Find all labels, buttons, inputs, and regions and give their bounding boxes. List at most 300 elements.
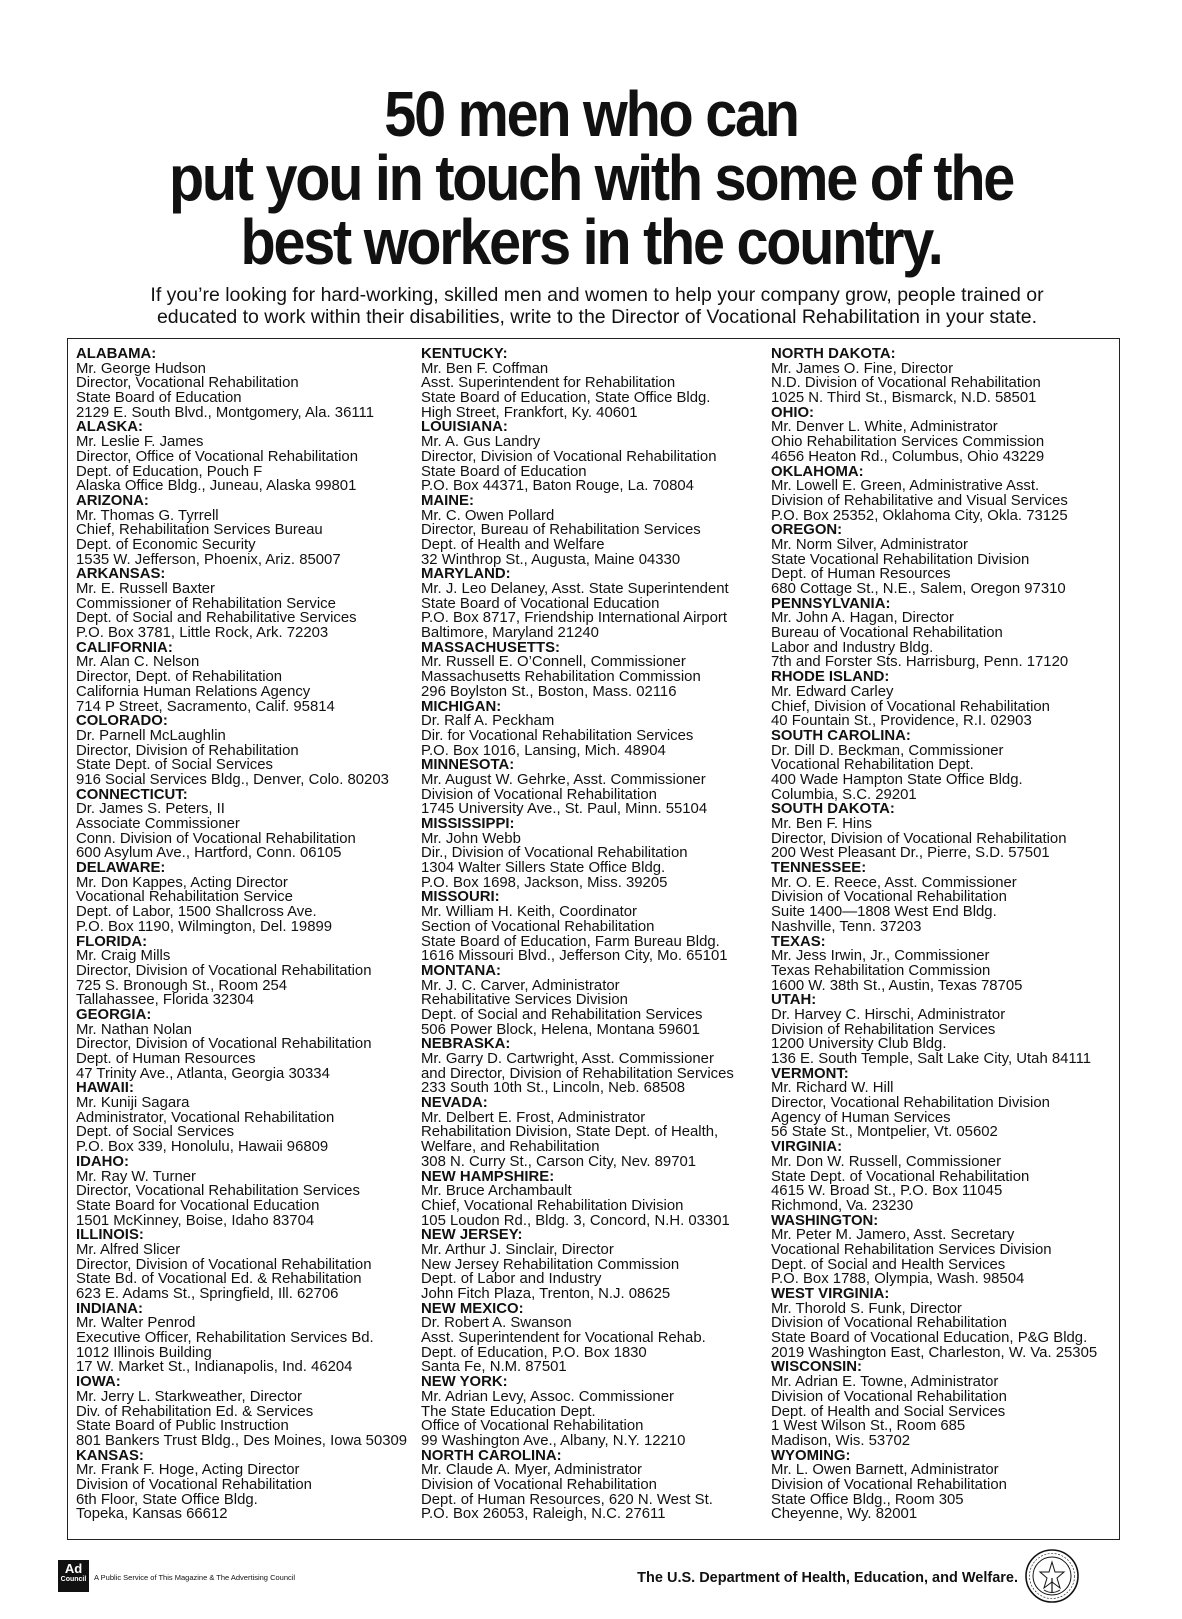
state-name: IDAHO:: [76, 1153, 129, 1170]
entry-line: Dr. James S. Peters, II: [76, 801, 225, 818]
entry-line: Division of Vocational Rehabilitation: [76, 1476, 312, 1493]
agency-name: The U.S. Department of Health, Education, and Welfare.: [637, 1570, 1018, 1586]
entry-line: State Office Bldg., Room 305: [771, 1491, 964, 1508]
department-seal-icon: [1022, 1548, 1082, 1604]
entry-line: Alaska Office Bldg., Juneau, Alaska 99801: [76, 478, 357, 495]
state-entry: [771, 597, 1116, 670]
entry-line: Mr. Garry D. Cartwright, Asst. Commissioner: [421, 1051, 714, 1067]
entry-line: Topeka, Kansas 66612: [76, 1506, 228, 1523]
entry-line: Mr. Ben F. Hins: [771, 816, 872, 832]
state-directory: [67, 338, 1120, 1540]
entry-line: 1025 N. Third St., Bismarck, N.D. 58501: [771, 390, 1037, 407]
entry-line: 7th and Forster Sts. Harrisburg, Penn. 17120: [771, 654, 1069, 671]
state-entry: [76, 567, 416, 640]
footer: [58, 1548, 1128, 1604]
state-name: CALIFORNIA:: [76, 639, 173, 656]
entry-line: Agency of Human Services: [771, 1109, 951, 1126]
state-name: ARKANSAS:: [76, 566, 166, 583]
state-entry: [421, 1449, 771, 1522]
entry-line: Mr. Don W. Russell, Commissioner: [771, 1153, 1002, 1170]
state-entry: [771, 861, 1116, 934]
entry-line: State Board of Education: [421, 463, 587, 480]
state-name: TEXAS:: [771, 933, 826, 950]
entry-line: 1501 McKinney, Boise, Idaho 83704: [76, 1212, 315, 1229]
entry-line: Associate Commissioner: [76, 816, 240, 832]
entry-line: 1535 W. Jefferson, Phoenix, Ariz. 85007: [76, 551, 341, 568]
entry-line: State Dept. of Vocational Rehabilitation: [771, 1168, 1030, 1185]
entry-line: Director, Division of Vocational Rehabilitation: [771, 830, 1067, 847]
entry-line: Dr. Harvey C. Hirschi, Administrator: [771, 1006, 1006, 1023]
state-name: WASHINGTON:: [771, 1212, 879, 1229]
entry-line: and Director, Division of Rehabilitation Services: [421, 1065, 734, 1082]
entry-line: 17 W. Market St., Indianapolis, Ind. 46204: [76, 1359, 353, 1376]
state-entry: [421, 1228, 771, 1301]
ad-council-logo: [58, 1560, 89, 1592]
entry-line: Director, Vocational Rehabilitation Services: [76, 1183, 360, 1200]
state-entry: [421, 420, 771, 493]
entry-line: Mr. Lowell E. Green, Administrative Asst.: [771, 478, 1040, 495]
entry-line: 916 Social Services Bldg., Denver, Colo. 80203: [76, 771, 389, 788]
entry-line: Massachusetts Rehabilitation Commission: [421, 669, 701, 686]
entry-line: 296 Boylston St., Boston, Mass. 02116: [421, 683, 677, 700]
entry-line: Mr. Ben F. Coffman: [421, 360, 549, 377]
entry-line: P.O. Box 1788, Olympia, Wash. 98504: [771, 1271, 1025, 1288]
entry-line: Dept. of Health and Social Services: [771, 1403, 1006, 1420]
entry-line: Vocational Rehabilitation Service: [76, 889, 293, 906]
entry-line: 600 Asylum Ave., Hartford, Conn. 06105: [76, 845, 342, 862]
entry-line: 1012 Illinois Building: [76, 1344, 212, 1361]
state-entry: [76, 494, 416, 567]
state-name: TENNESSEE:: [771, 860, 867, 877]
entry-line: Chief, Vocational Rehabilitation Division: [421, 1197, 684, 1214]
state-name: NORTH CAROLINA:: [421, 1447, 562, 1464]
entry-line: Conn. Division of Vocational Rehabilitation: [76, 830, 356, 847]
entry-line: Labor and Industry Bldg.: [771, 639, 934, 656]
entry-line: 725 S. Bronough St., Room 254: [76, 977, 288, 994]
entry-line: Dept. of Human Resources: [76, 1051, 256, 1067]
state-name: KENTUCKY:: [421, 346, 508, 362]
headline: [59, 78, 1123, 278]
state-entry: [771, 1287, 1116, 1360]
entry-line: Division of Vocational Rehabilitation: [771, 1315, 1007, 1332]
headline-line-2: put you in touch with some of the: [168, 142, 1014, 214]
entry-line: Asst. Superintendent for Vocational Rehab.: [421, 1330, 706, 1347]
state-entry: [421, 567, 771, 640]
state-entry: [421, 1170, 771, 1229]
state-name: ALASKA:: [76, 419, 144, 436]
entry-line: Mr. William H. Keith, Coordinator: [421, 904, 637, 921]
entry-line: Tallahassee, Florida 32304: [76, 992, 254, 1009]
entry-line: 99 Washington Ave., Albany, N.Y. 12210: [421, 1432, 686, 1449]
state-entry: [76, 347, 416, 420]
intro-line-1: If you’re looking for hard-working, skilled men and women to help your company grow, people trained or: [150, 284, 1044, 306]
state-name: MARYLAND:: [421, 566, 511, 583]
headline-line-3: best workers in the country.: [240, 206, 942, 278]
entry-line: 1304 Walter Sillers State Office Bldg.: [421, 860, 666, 877]
state-name: IOWA:: [76, 1374, 121, 1391]
entry-line: Section of Vocational Rehabilitation: [421, 918, 655, 935]
entry-line: P.O. Box 25352, Oklahoma City, Okla. 73125: [771, 507, 1068, 524]
entry-line: Mr. Peter M. Jamero, Asst. Secretary: [771, 1227, 1015, 1244]
entry-line: Administrator, Vocational Rehabilitation: [76, 1109, 335, 1126]
entry-line: State Vocational Rehabilitation Division: [771, 551, 1030, 568]
state-name: LOUISIANA:: [421, 419, 508, 436]
state-entry: [421, 494, 771, 567]
entry-line: Nashville, Tenn. 37203: [771, 918, 922, 935]
entry-line: Mr. Adrian E. Towne, Administrator: [771, 1374, 999, 1391]
entry-line: 105 Loudon Rd., Bldg. 3, Concord, N.H. 03301: [421, 1212, 730, 1229]
entry-line: Dept. of Human Resources: [771, 566, 951, 583]
state-name: WISCONSIN:: [771, 1359, 862, 1376]
entry-line: Dept. of Social and Rehabilitative Services: [76, 610, 357, 627]
state-name: HAWAII:: [76, 1080, 134, 1097]
state-entry: [76, 1081, 416, 1154]
entry-line: P.O. Box 8717, Friendship International Airport: [421, 610, 727, 627]
entry-line: State Bd. of Vocational Ed. & Rehabilitation: [76, 1271, 362, 1288]
entry-line: Rehabilitation Division, State Dept. of Health,: [421, 1124, 719, 1141]
entry-line: Dept. of Economic Security: [76, 536, 256, 553]
entry-line: 2019 Washington East, Charleston, W. Va. 25305: [771, 1344, 1098, 1361]
ad-caption: A Public Service of This Magazine & The Advertising Council: [94, 1573, 296, 1582]
entry-line: Mr. O. E. Reece, Asst. Commissioner: [771, 874, 1017, 891]
state-name: MICHIGAN:: [421, 698, 502, 715]
entry-line: Division of Vocational Rehabilitation: [421, 1476, 657, 1493]
entry-line: Dr. Robert A. Swanson: [421, 1315, 572, 1332]
state-name: MISSISSIPPI:: [421, 816, 515, 832]
entry-line: P.O. Box 339, Honolulu, Hawaii 96809: [76, 1139, 329, 1156]
entry-line: Madison, Wis. 53702: [771, 1432, 911, 1449]
entry-line: State Board of Vocational Education: [421, 595, 660, 612]
ad-logo-top: Ad: [64, 1561, 83, 1576]
state-entry: [76, 1302, 416, 1375]
state-entry: [421, 758, 771, 817]
entry-line: 400 Wade Hampton State Office Bldg.: [771, 771, 1023, 788]
entry-line: P.O. Box 1016, Lansing, Mich. 48904: [421, 742, 666, 759]
entry-line: 47 Trinity Ave., Atlanta, Georgia 30334: [76, 1065, 330, 1082]
state-name: KANSAS:: [76, 1447, 144, 1464]
intro-paragraph: [62, 284, 1132, 328]
entry-line: Chief, Rehabilitation Services Bureau: [76, 522, 323, 539]
entry-line: State Board of Education, State Office Bldg.: [421, 390, 711, 407]
entry-line: 801 Bankers Trust Bldg., Des Moines, Iowa 50309: [76, 1432, 408, 1449]
state-name: NEBRASKA:: [421, 1036, 511, 1053]
entry-line: 308 N. Curry St., Carson City, Nev. 89701: [421, 1153, 697, 1170]
state-entry: [771, 465, 1116, 524]
entry-line: P.O. Box 26053, Raleigh, N.C. 27611: [421, 1506, 666, 1523]
entry-line: Director, Division of Vocational Rehabilitation: [76, 1256, 372, 1273]
entry-line: Mr. Craig Mills: [76, 948, 171, 965]
state-entry: [421, 817, 771, 890]
state-entry: [76, 1375, 416, 1448]
entry-line: Mr. Thorold S. Funk, Director: [771, 1300, 962, 1317]
entry-line: Mr. J. C. Carver, Administrator: [421, 977, 620, 994]
entry-line: Dr. Parnell McLaughlin: [76, 727, 226, 744]
entry-line: 136 E. South Temple, Salt Lake City, Utah 84111: [771, 1051, 1092, 1067]
entry-line: Director, Vocational Rehabilitation: [76, 375, 299, 392]
state-entry: [421, 890, 771, 963]
entry-line: Director, Dept. of Rehabilitation: [76, 669, 283, 686]
entry-line: Director, Bureau of Rehabilitation Services: [421, 522, 701, 539]
entry-line: 1 West Wilson St., Room 685: [771, 1418, 966, 1435]
entry-line: The State Education Dept.: [421, 1403, 596, 1420]
entry-line: Welfare, and Rehabilitation: [421, 1139, 600, 1156]
state-entry: [771, 1214, 1116, 1287]
entry-line: 680 Cottage St., N.E., Salem, Oregon 97310: [771, 581, 1066, 597]
state-entry: [421, 1037, 771, 1096]
entry-line: Mr. Walter Penrod: [76, 1315, 196, 1332]
directory-column-3: [771, 347, 1116, 1522]
state-entry: [771, 1140, 1116, 1213]
state-name: PENNSYLVANIA:: [771, 595, 891, 612]
entry-line: 506 Power Block, Helena, Montana 59601: [421, 1021, 700, 1038]
state-entry: [771, 729, 1116, 802]
entry-line: P.O. Box 1190, Wilmington, Del. 19899: [76, 918, 333, 935]
state-entry: [771, 523, 1116, 596]
entry-line: Div. of Rehabilitation Ed. & Services: [76, 1403, 314, 1420]
state-name: MONTANA:: [421, 962, 501, 979]
entry-line: Director, Office of Vocational Rehabilitation: [76, 448, 358, 465]
state-entry: [421, 700, 771, 759]
entry-line: Vocational Rehabilitation Services Division: [771, 1241, 1052, 1258]
entry-line: Dept. of Education, Pouch F: [76, 463, 263, 480]
entry-line: Mr. Frank F. Hoge, Acting Director: [76, 1462, 300, 1479]
entry-line: P.O. Box 3781, Little Rock, Ark. 72203: [76, 625, 329, 642]
state-entry: [771, 670, 1116, 729]
entry-line: 1600 W. 38th St., Austin, Texas 78705: [771, 977, 1023, 994]
state-name: GEORGIA:: [76, 1006, 152, 1023]
entry-line: Mr. Bruce Archambault: [421, 1183, 572, 1200]
entry-line: State Board for Vocational Education: [76, 1197, 320, 1214]
entry-line: Richmond, Va. 23230: [771, 1197, 914, 1214]
entry-line: State Board of Vocational Education, P&G Bldg.: [771, 1330, 1088, 1347]
entry-line: Mr. Alan C. Nelson: [76, 654, 200, 671]
entry-line: Mr. George Hudson: [76, 360, 206, 377]
entry-line: Mr. Thomas G. Tyrrell: [76, 507, 219, 524]
state-entry: [771, 993, 1116, 1066]
state-entry: [421, 641, 771, 700]
state-name: ALABAMA:: [76, 346, 157, 362]
entry-line: Division of Vocational Rehabilitation: [771, 1476, 1007, 1493]
entry-line: Bureau of Vocational Rehabilitation: [771, 625, 1003, 642]
state-name: SOUTH CAROLINA:: [771, 727, 911, 744]
state-entry: [76, 1155, 416, 1228]
state-name: MINNESOTA:: [421, 757, 515, 774]
entry-line: State Dept. of Social Services: [76, 757, 273, 774]
entry-line: Asst. Superintendent for Rehabilitation: [421, 375, 676, 392]
entry-line: Division of Vocational Rehabilitation: [421, 786, 657, 803]
state-name: MASSACHUSETTS:: [421, 639, 560, 656]
entry-line: 6th Floor, State Office Bldg.: [76, 1491, 258, 1508]
state-name: MAINE:: [421, 492, 474, 509]
state-name: INDIANA:: [76, 1300, 144, 1317]
state-name: OKLAHOMA:: [771, 463, 864, 480]
entry-line: Chief, Division of Vocational Rehabilitation: [771, 698, 1050, 715]
entry-line: Mr. E. Russell Baxter: [76, 581, 216, 597]
state-entry: [421, 964, 771, 1037]
state-entry: [771, 935, 1116, 994]
state-name: RHODE ISLAND:: [771, 669, 890, 686]
state-entry: [76, 935, 416, 1008]
entry-line: Mr. Norm Silver, Administrator: [771, 536, 968, 553]
state-name: SOUTH DAKOTA:: [771, 801, 895, 818]
entry-line: State Board of Education: [76, 390, 242, 407]
entry-line: Dir. for Vocational Rehabilitation Services: [421, 727, 694, 744]
entry-line: Mr. Adrian Levy, Assoc. Commissioner: [421, 1388, 674, 1405]
entry-line: Mr. John Webb: [421, 830, 521, 847]
state-name: UTAH:: [771, 992, 817, 1009]
entry-line: Dr. Dill D. Beckman, Commissioner: [771, 742, 1004, 759]
entry-line: State Board of Education, Farm Bureau Bldg.: [421, 933, 720, 950]
state-entry: [771, 347, 1116, 406]
state-entry: [76, 714, 416, 787]
entry-line: Mr. Arthur J. Sinclair, Director: [421, 1241, 614, 1258]
entry-line: John Fitch Plaza, Trenton, N.J. 08625: [421, 1286, 671, 1302]
state-entry: [421, 1375, 771, 1448]
state-name: VERMONT:: [771, 1065, 849, 1082]
entry-line: Dept. of Social and Health Services: [771, 1256, 1006, 1273]
entry-line: Mr. Claude A. Myer, Administrator: [421, 1462, 642, 1479]
entry-line: Ohio Rehabilitation Services Commission: [771, 434, 1045, 451]
state-name: NEW YORK:: [421, 1374, 508, 1391]
entry-line: Mr. Alfred Slicer: [76, 1241, 181, 1258]
state-entry: [771, 1360, 1116, 1448]
state-name: NEW HAMPSHIRE:: [421, 1168, 555, 1185]
entry-line: Mr. Denver L. White, Administrator: [771, 419, 998, 436]
entry-line: 233 South 10th St., Lincoln, Neb. 68508: [421, 1080, 686, 1097]
entry-line: 4656 Heaton Rd., Columbus, Ohio 43229: [771, 448, 1045, 465]
entry-line: 1200 University Club Bldg.: [771, 1036, 947, 1053]
state-name: ARIZONA:: [76, 492, 149, 509]
state-entry: [421, 1096, 771, 1169]
entry-line: 2129 E. South Blvd., Montgomery, Ala. 36111: [76, 404, 374, 421]
state-name: OREGON:: [771, 522, 843, 539]
entry-line: Mr. August W. Gehrke, Asst. Commissioner: [421, 771, 706, 788]
entry-line: Director, Vocational Rehabilitation Division: [771, 1095, 1050, 1112]
state-name: WYOMING:: [771, 1447, 851, 1464]
state-name: OHIO:: [771, 404, 815, 421]
state-entry: [76, 1449, 416, 1522]
entry-line: Director, Division of Vocational Rehabilitation: [76, 1036, 372, 1053]
entry-line: Texas Rehabilitation Commission: [771, 962, 991, 979]
entry-line: Mr. Don Kappes, Acting Director: [76, 874, 288, 891]
entry-line: Mr. Ray W. Turner: [76, 1168, 196, 1185]
state-entry: [76, 861, 416, 934]
entry-line: Mr. Delbert E. Frost, Administrator: [421, 1109, 646, 1126]
intro-line-2: educated to work within their disabilities, write to the Director of Vocational Rehabilitation in your state.: [156, 306, 1038, 328]
entry-line: Suite 1400—1808 West End Bldg.: [771, 904, 997, 921]
state-entry: [421, 1302, 771, 1375]
entry-line: Dept. of Education, P.O. Box 1830: [421, 1344, 647, 1361]
entry-line: Director, Division of Rehabilitation: [76, 742, 299, 759]
entry-line: 32 Winthrop St., Augusta, Maine 04330: [421, 551, 681, 568]
state-name: FLORIDA:: [76, 933, 148, 950]
entry-line: Dept. of Human Resources, 620 N. West St.: [421, 1491, 713, 1508]
entry-line: N.D. Division of Vocational Rehabilitation: [771, 375, 1041, 392]
entry-line: Santa Fe, N.M. 87501: [421, 1359, 567, 1376]
entry-line: P.O. Box 44371, Baton Rouge, La. 70804: [421, 478, 694, 495]
directory-column-1: [76, 347, 416, 1522]
state-entry: [76, 641, 416, 714]
state-name: WEST VIRGINIA:: [771, 1286, 890, 1302]
entry-line: 623 E. Adams St., Springfield, Ill. 62706: [76, 1286, 339, 1302]
entry-line: Director, Division of Vocational Rehabilitation: [76, 962, 372, 979]
directory-column-2: [421, 347, 771, 1522]
entry-line: Cheyenne, Wy. 82001: [771, 1506, 918, 1523]
entry-line: 1616 Missouri Blvd., Jefferson City, Mo. 65101: [421, 948, 728, 965]
entry-line: Dept. of Social Services: [76, 1124, 235, 1141]
entry-line: Executive Officer, Rehabilitation Services Bd.: [76, 1330, 374, 1347]
entry-line: 1745 University Ave., St. Paul, Minn. 55104: [421, 801, 708, 818]
entry-line: Mr. Leslie F. James: [76, 434, 204, 451]
state-name: NEW MEXICO:: [421, 1300, 524, 1317]
state-entry: [771, 1449, 1116, 1522]
entry-line: Dept. of Labor, 1500 Shallcross Ave.: [76, 904, 317, 921]
entry-line: Mr. John A. Hagan, Director: [771, 610, 954, 627]
entry-line: P.O. Box 1698, Jackson, Miss. 39205: [421, 874, 668, 891]
state-name: COLORADO:: [76, 713, 168, 730]
state-entry: [771, 406, 1116, 465]
entry-line: High Street, Frankfort, Ky. 40601: [421, 404, 638, 421]
entry-line: Mr. Jerry L. Starkweather, Director: [76, 1388, 302, 1405]
entry-line: Director, Division of Vocational Rehabilitation: [421, 448, 717, 465]
entry-line: 4615 W. Broad St., P.O. Box 11045: [771, 1183, 1003, 1200]
entry-line: Mr. L. Owen Barnett, Administrator: [771, 1462, 999, 1479]
entry-line: New Jersey Rehabilitation Commission: [421, 1256, 680, 1273]
state-name: MISSOURI:: [421, 889, 500, 906]
entry-line: Dept. of Labor and Industry: [421, 1271, 602, 1288]
entry-line: Division of Rehabilitative and Visual Services: [771, 492, 1068, 509]
entry-line: Mr. Richard W. Hill: [771, 1080, 894, 1097]
state-entry: [76, 788, 416, 861]
entry-line: Mr. Russell E. O’Connell, Commissioner: [421, 654, 686, 671]
entry-line: Division of Vocational Rehabilitation: [771, 889, 1007, 906]
entry-line: Dept. of Social and Rehabilitation Services: [421, 1006, 703, 1023]
entry-line: 40 Fountain St., Providence, R.I. 02903: [771, 713, 1032, 730]
state-entry: [76, 1008, 416, 1081]
entry-line: Division of Rehabilitation Services: [771, 1021, 996, 1038]
entry-line: Mr. A. Gus Landry: [421, 434, 541, 451]
state-entry: [76, 420, 416, 493]
entry-line: Office of Vocational Rehabilitation: [421, 1418, 644, 1435]
entry-line: Mr. Edward Carley: [771, 683, 894, 700]
state-entry: [76, 1228, 416, 1301]
state-name: VIRGINIA:: [771, 1139, 843, 1156]
entry-line: Dept. of Health and Welfare: [421, 536, 605, 553]
entry-line: Baltimore, Maryland 21240: [421, 625, 599, 642]
entry-line: Mr. Nathan Nolan: [76, 1021, 192, 1038]
headline-line-1: 50 men who can: [384, 78, 798, 150]
entry-line: 200 West Pleasant Dr., Pierre, S.D. 57501: [771, 845, 1050, 862]
state-name: DELAWARE:: [76, 860, 166, 877]
state-name: NEVADA:: [421, 1095, 488, 1112]
state-entry: [421, 347, 771, 420]
entry-line: Dr. Ralf A. Peckham: [421, 713, 555, 730]
state-name: CONNECTICUT:: [76, 786, 188, 803]
entry-line: Mr. James O. Fine, Director: [771, 360, 954, 377]
entry-line: Mr. Jess Irwin, Jr., Commissioner: [771, 948, 990, 965]
state-entry: [771, 802, 1116, 861]
entry-line: Rehabilitative Services Division: [421, 992, 628, 1009]
state-name: NORTH DAKOTA:: [771, 346, 896, 362]
entry-line: Mr. J. Leo Delaney, Asst. State Superintendent: [421, 581, 729, 597]
state-name: ILLINOIS:: [76, 1227, 144, 1244]
entry-line: California Human Relations Agency: [76, 683, 311, 700]
entry-line: 56 State St., Montpelier, Vt. 05602: [771, 1124, 998, 1141]
entry-line: Division of Vocational Rehabilitation: [771, 1388, 1007, 1405]
entry-line: Vocational Rehabilitation Dept.: [771, 757, 974, 774]
entry-line: Columbia, S.C. 29201: [771, 786, 917, 803]
entry-line: Dir., Division of Vocational Rehabilitation: [421, 845, 688, 862]
